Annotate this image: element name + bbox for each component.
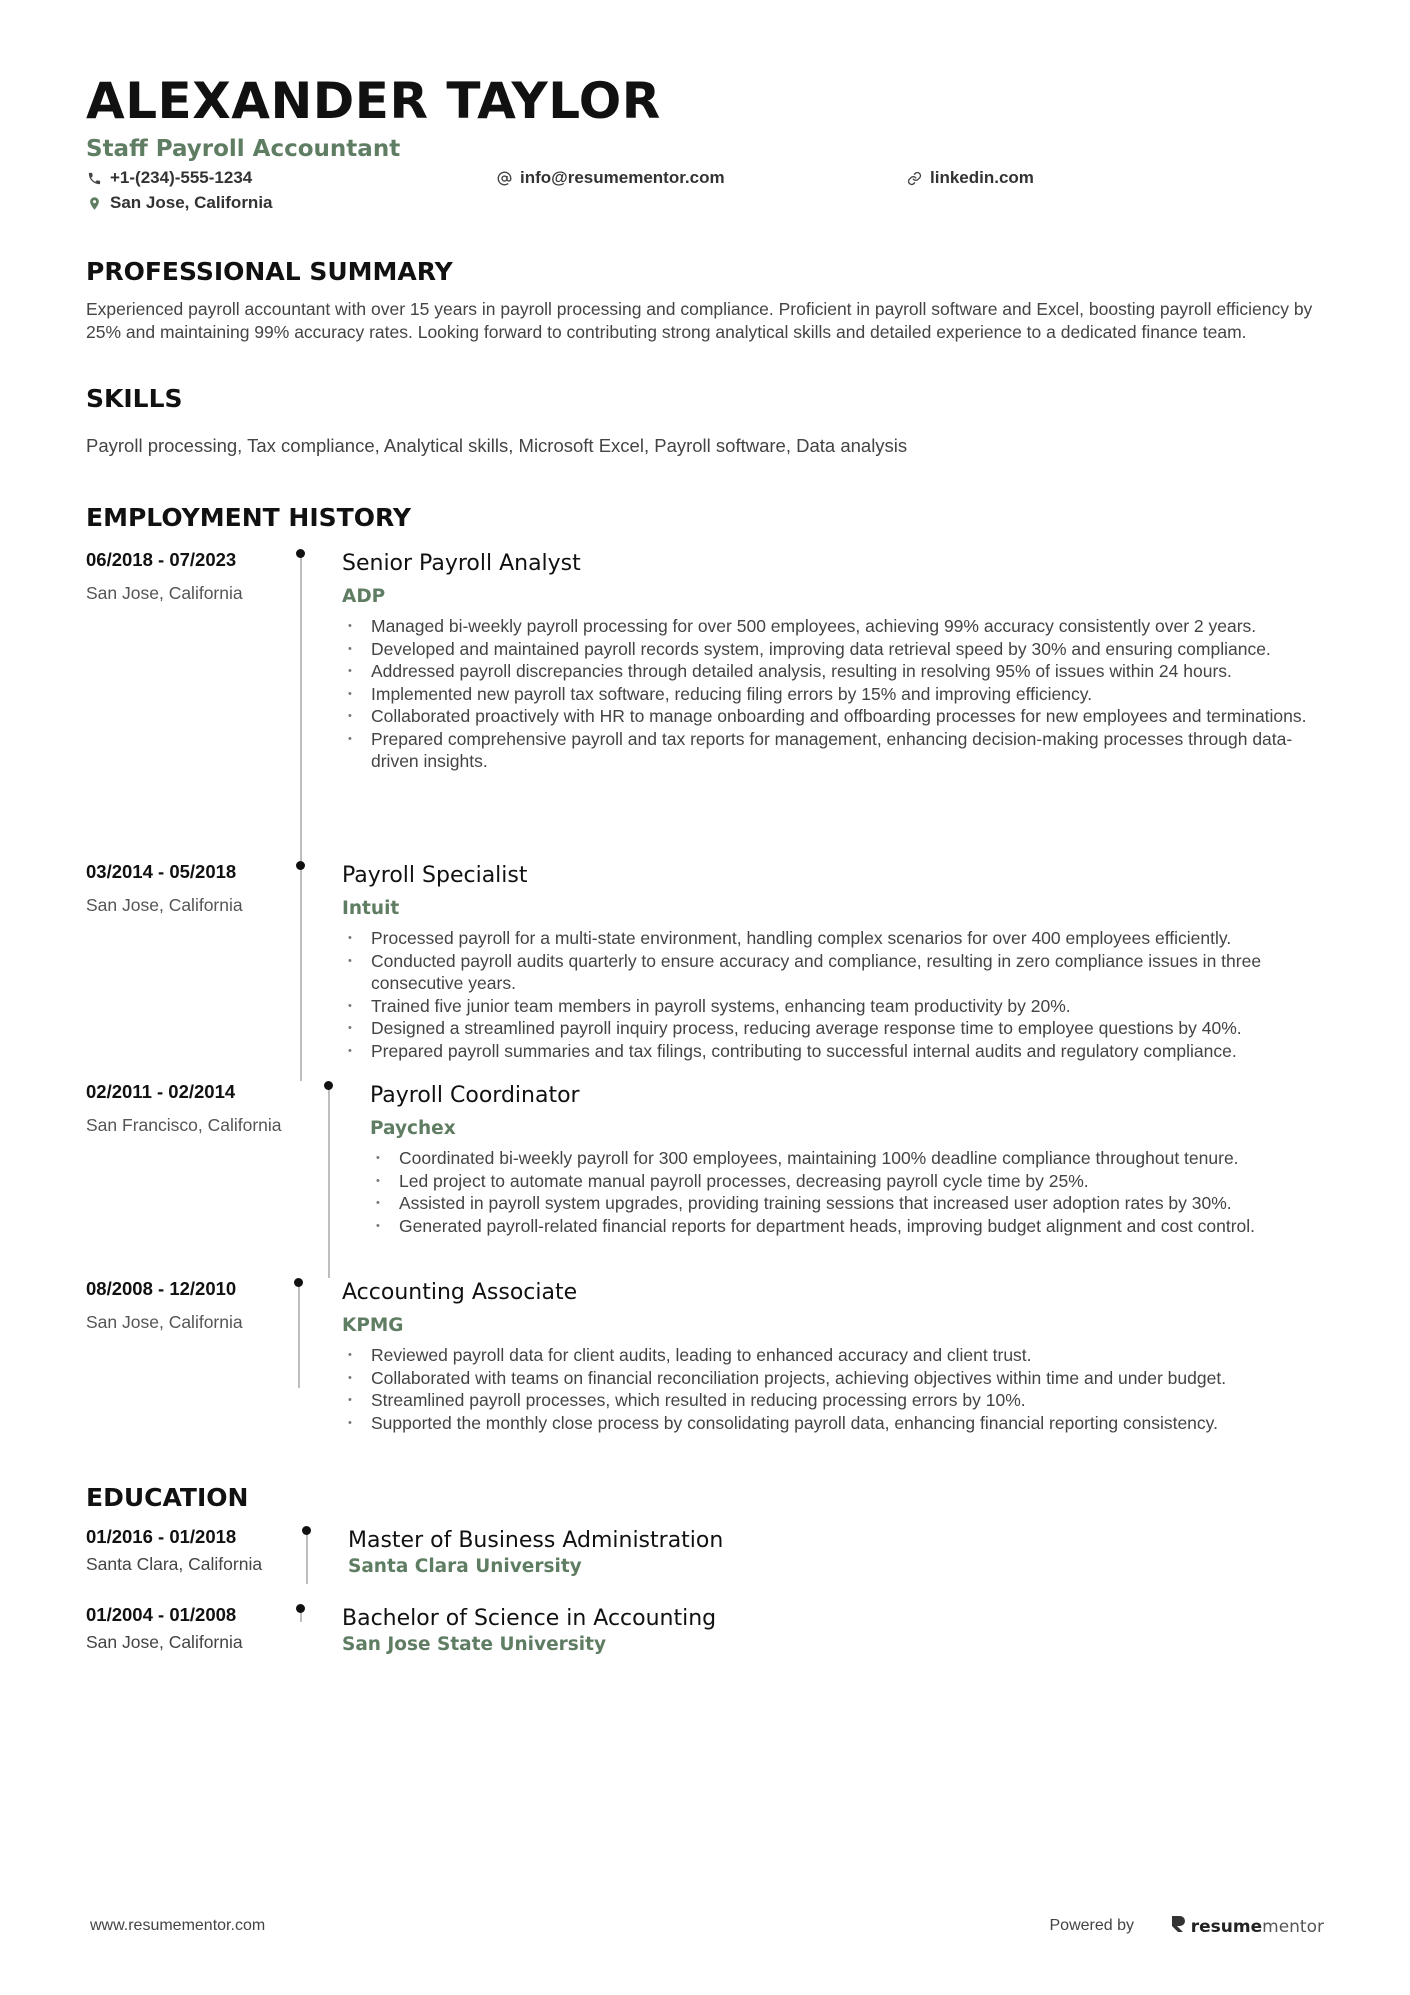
job-dates: 03/2014 - 05/2018 — [86, 861, 237, 882]
education-degree: Bachelor of Science in Accounting — [342, 1606, 717, 1631]
job-list — [86, 549, 1332, 1433]
job-location: San Jose, California — [86, 583, 243, 603]
education-entry — [86, 1604, 1332, 1682]
contact-email[interactable] — [496, 168, 725, 188]
education-location: Santa Clara, California — [86, 1554, 263, 1574]
job-entry — [86, 861, 1332, 1081]
job-dates: 08/2008 - 12/2010 — [86, 1278, 237, 1299]
job-dates: 02/2011 - 02/2014 — [86, 1081, 236, 1102]
timeline-dot — [294, 1278, 303, 1287]
employment-heading: EMPLOYMENT HISTORY — [86, 503, 411, 532]
contact-location — [86, 193, 273, 213]
job-bullet: • Collaborated proactively with HR to manage onboarding and offboarding processes for new employees and terminations. — [342, 705, 1332, 728]
footer — [90, 1917, 1324, 1947]
job-bullet: • Trained five junior team members in payroll systems, enhancing team productivity by 20%. — [342, 995, 1332, 1018]
education-school: Santa Clara University — [348, 1556, 582, 1577]
job-bullet: • Led project to automate manual payroll processes, decreasing payroll cycle time by 25%. — [370, 1170, 1332, 1193]
job-entry — [86, 549, 1332, 861]
powered-by-label: Powered by — [1049, 1917, 1134, 1934]
summary-section — [86, 257, 1332, 344]
education-list — [86, 1526, 1332, 1682]
brand-name-light: mentor — [1262, 1916, 1324, 1937]
skills-section — [86, 384, 1332, 457]
contact-info — [86, 168, 1332, 220]
education-section — [86, 1483, 1332, 1682]
timeline-line — [306, 1534, 308, 1584]
job-details — [342, 861, 1332, 1062]
job-bullets — [370, 1147, 1332, 1237]
brand-logo[interactable] — [1170, 1914, 1324, 1939]
job-details — [342, 549, 1332, 773]
phone-text: +1-(234)-555-1234 — [110, 168, 253, 187]
job-bullet: • Managed bi-weekly payroll processing for over 500 employees, achieving 99% accuracy consistently over 2 years. — [342, 615, 1332, 638]
job-bullet: • Collaborated with teams on financial reconciliation projects, achieving objectives within time and under budget. — [342, 1367, 1332, 1390]
at-sign-icon — [496, 170, 512, 186]
candidate-title: Staff Payroll Accountant — [86, 136, 401, 162]
job-bullet: • Conducted payroll audits quarterly to ensure accuracy and compliance, resulting in zero compliance issues in three consecutive years. — [342, 950, 1332, 995]
job-bullet: • Implemented new payroll tax software, reducing filing errors by 15% and improving efficiency. — [342, 683, 1332, 706]
job-company: KPMG — [342, 1315, 404, 1336]
job-company: Intuit — [342, 898, 400, 919]
timeline-line — [300, 869, 302, 1081]
job-bullet: • Streamlined payroll processes, which resulted in reducing processing errors by 10%. — [342, 1389, 1332, 1412]
education-heading: EDUCATION — [86, 1483, 249, 1512]
job-details — [342, 1278, 1332, 1434]
job-role: Payroll Coordinator — [370, 1083, 580, 1108]
timeline-dot — [296, 1604, 305, 1613]
timeline-dot — [324, 1081, 333, 1090]
summary-text: Experienced payroll accountant with over 15 years in payroll processing and compliance. Proficient in payroll software and Excel, boosting payroll efficiency by 25% and maintaining 99% accuracy rates. Looking forward to contributing strong analytical skills and detailed experience to a dedicated finance team. — [86, 299, 1313, 342]
phone-icon — [86, 170, 102, 186]
job-bullet: • Supported the monthly close process by consolidating payroll data, enhancing financial reporting consistency. — [342, 1412, 1332, 1435]
job-company: ADP — [342, 586, 386, 607]
job-role: Senior Payroll Analyst — [342, 551, 581, 576]
summary-heading: PROFESSIONAL SUMMARY — [86, 257, 453, 286]
timeline-dot — [296, 549, 305, 558]
job-bullet: • Prepared comprehensive payroll and tax reports for management, enhancing decision-making processes through data-driven insights. — [342, 728, 1332, 773]
timeline-line — [300, 1612, 302, 1622]
job-bullets — [342, 615, 1332, 773]
job-bullet: • Generated payroll-related financial reports for department heads, improving budget alignment and cost control. — [370, 1215, 1332, 1238]
education-degree: Master of Business Administration — [348, 1528, 724, 1553]
education-dates: 01/2016 - 01/2018 — [86, 1526, 237, 1547]
job-company: Paychex — [370, 1118, 456, 1139]
education-dates: 01/2004 - 01/2008 — [86, 1604, 237, 1625]
education-school: San Jose State University — [342, 1634, 607, 1655]
location-text: San Jose, California — [110, 193, 273, 212]
job-bullet: • Addressed payroll discrepancies through detailed analysis, resulting in resolving 95% of issues within 24 hours. — [342, 660, 1332, 683]
timeline-line — [298, 1286, 300, 1388]
education-entry — [86, 1526, 1332, 1604]
job-bullet: • Assisted in payroll system upgrades, providing training sessions that increased user adoption rates by 30%. — [370, 1192, 1332, 1215]
skills-heading: SKILLS — [86, 384, 183, 413]
job-bullets — [342, 927, 1332, 1062]
job-role: Payroll Specialist — [342, 863, 528, 888]
timeline-dot — [296, 861, 305, 870]
link-icon — [906, 170, 922, 186]
job-bullet: • Processed payroll for a multi-state environment, handling complex scenarios for over 400 employees efficiently. — [342, 927, 1332, 950]
timeline-line — [300, 557, 302, 861]
employment-section — [86, 503, 1332, 1433]
job-location: San Francisco, California — [86, 1115, 282, 1135]
contact-linkedin[interactable] — [906, 168, 1034, 188]
job-bullet: • Prepared payroll summaries and tax filings, contributing to successful internal audits and regulatory compliance. — [342, 1040, 1332, 1063]
footer-website[interactable]: www.resumementor.com — [90, 1917, 266, 1934]
job-role: Accounting Associate — [342, 1280, 578, 1305]
location-pin-icon — [86, 195, 102, 211]
job-bullets — [342, 1344, 1332, 1434]
timeline-line — [328, 1089, 330, 1278]
skills-text: Payroll processing, Tax compliance, Analytical skills, Microsoft Excel, Payroll software, Data analysis — [86, 435, 908, 456]
job-bullet: • Developed and maintained payroll records system, improving data retrieval speed by 30% and ensuring compliance. — [342, 638, 1332, 661]
job-location: San Jose, California — [86, 895, 243, 915]
job-dates: 06/2018 - 07/2023 — [86, 549, 237, 570]
contact-phone — [86, 168, 252, 188]
job-bullet: • Reviewed payroll data for client audits, leading to enhanced accuracy and client trust. — [342, 1344, 1332, 1367]
email-text: info@resumementor.com — [520, 168, 725, 187]
job-entry — [86, 1278, 1332, 1433]
resume-page — [86, 70, 1332, 1655]
timeline-dot — [302, 1526, 311, 1535]
education-location: San Jose, California — [86, 1632, 243, 1652]
job-entry — [86, 1081, 1332, 1278]
job-location: San Jose, California — [86, 1312, 243, 1332]
brand-mark-icon — [1170, 1914, 1186, 1939]
job-details — [370, 1081, 1332, 1237]
job-bullet: • Coordinated bi-weekly payroll for 300 employees, maintaining 100% deadline compliance throughout tenure. — [370, 1147, 1332, 1170]
candidate-name: ALEXANDER TAYLOR — [86, 72, 661, 130]
job-bullet: • Designed a streamlined payroll inquiry process, reducing average response time to employee questions by 40%. — [342, 1017, 1332, 1040]
brand-name-bold: resume — [1190, 1916, 1263, 1937]
linkedin-text: linkedin.com — [930, 168, 1034, 187]
